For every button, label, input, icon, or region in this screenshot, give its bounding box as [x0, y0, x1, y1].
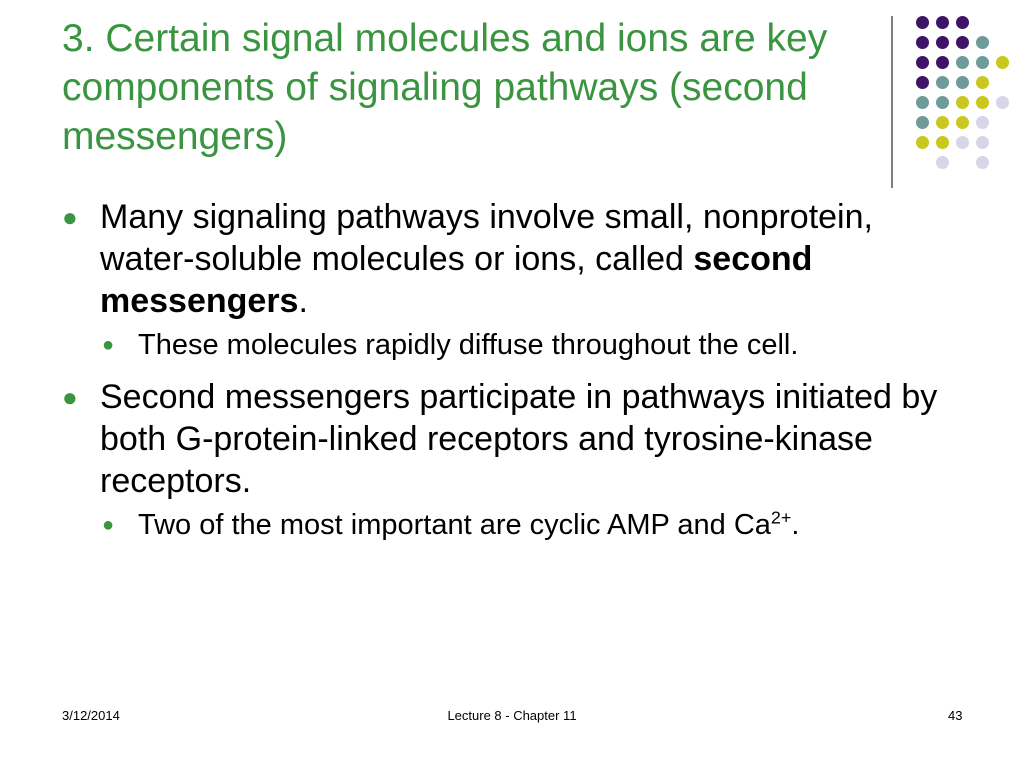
slide-body	[62, 196, 962, 556]
decor-dot	[996, 56, 1009, 69]
bullet-text: Many signaling pathways involve small, nonprotein, water-soluble molecules or ions, called	[100, 198, 873, 278]
bullet-dot-icon: ●	[102, 334, 115, 356]
decor-dot	[936, 156, 949, 169]
bullet-item	[62, 376, 962, 502]
key-term: second messengers	[100, 240, 813, 320]
decor-dot	[976, 156, 989, 169]
decor-dot	[916, 16, 929, 29]
decor-dot	[976, 136, 989, 149]
decor-dot	[956, 36, 969, 49]
footer-lecture: Lecture 8 - Chapter 11	[447, 708, 577, 723]
footer-date: 3/12/2014	[62, 708, 120, 723]
decor-dot	[956, 96, 969, 109]
decor-dot	[916, 56, 929, 69]
superscript: 2+	[770, 507, 792, 528]
decor-dot	[976, 76, 989, 89]
footer-page-number: 43	[948, 708, 963, 723]
slide-title: 3. Certain signal molecules and ions are key components of signaling pathways (second messengers)	[62, 17, 828, 158]
decor-dot	[976, 96, 989, 109]
decor-dot	[936, 36, 949, 49]
bullet-dot-icon: ●	[102, 514, 115, 536]
sub-bullet-text: Two of the most important are cyclic AMP and Ca	[138, 509, 771, 541]
decor-dot	[936, 16, 949, 29]
decor-dot	[936, 96, 949, 109]
bullet-text-end: .	[298, 282, 308, 320]
bullet-dot-icon: ●	[62, 382, 78, 412]
decor-dot	[936, 76, 949, 89]
bullet-text: Second messengers participate in pathways initiated by both G-protein-linked receptors and tyrosine-kinase receptors.	[100, 378, 938, 500]
decor-dot	[916, 116, 929, 129]
decor-dot	[976, 36, 989, 49]
sub-bullet-text-end: .	[791, 509, 800, 541]
decor-dot	[916, 76, 929, 89]
decor-dot	[916, 96, 929, 109]
decorative-dot-grid	[910, 16, 1010, 166]
sub-bullet-text: These molecules rapidly diffuse throughout the cell.	[138, 329, 799, 361]
bullet-dot-icon: ●	[62, 202, 78, 232]
decor-dot	[936, 56, 949, 69]
decor-dot	[976, 56, 989, 69]
decor-dot	[916, 36, 929, 49]
decor-dot	[956, 56, 969, 69]
decor-dot	[936, 136, 949, 149]
decor-dot	[956, 136, 969, 149]
decor-dot	[956, 76, 969, 89]
sub-bullet-item	[62, 506, 962, 544]
title-divider	[891, 16, 893, 188]
decor-dot	[956, 116, 969, 129]
decor-dot	[976, 116, 989, 129]
decor-dot	[956, 16, 969, 29]
decor-dot	[996, 96, 1009, 109]
bullet-item	[62, 196, 962, 322]
sub-bullet-item	[62, 326, 962, 364]
decor-dot	[936, 116, 949, 129]
decor-dot	[916, 136, 929, 149]
